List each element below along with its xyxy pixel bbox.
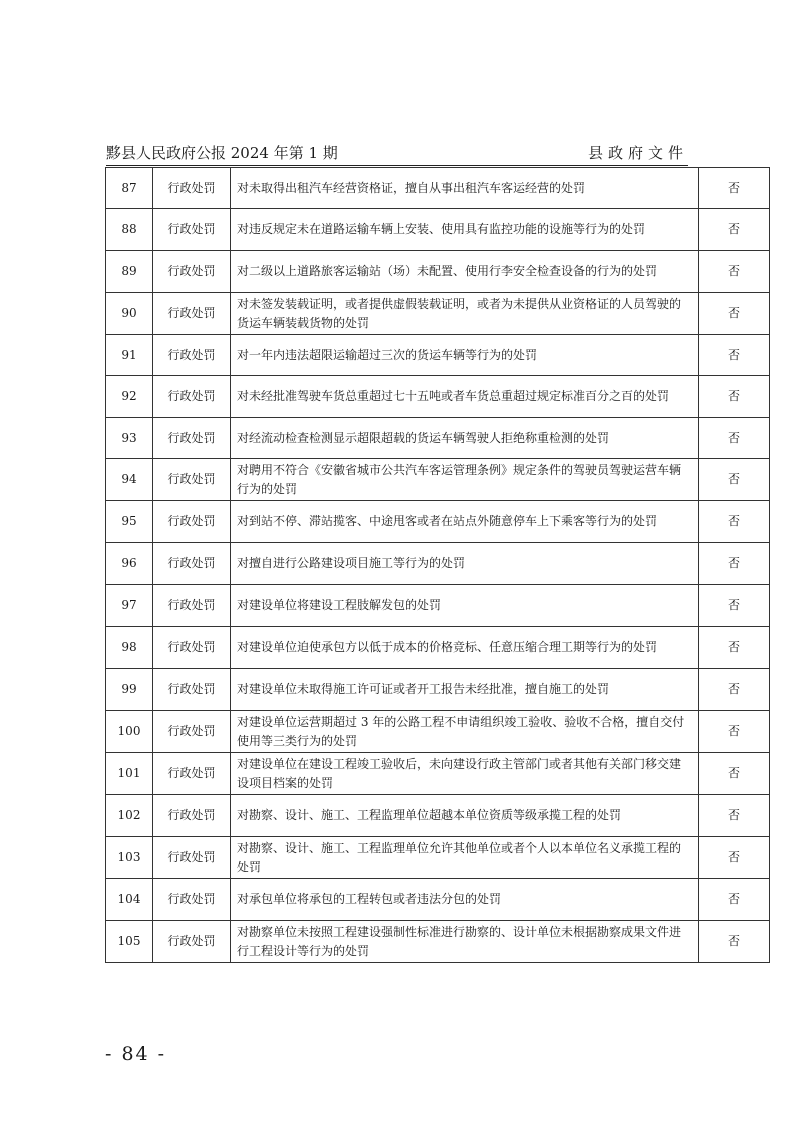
row-number: 91	[106, 335, 153, 376]
table-row	[106, 293, 770, 335]
item-description: 对二级以上道路旅客运输站（场）未配置、使用行李安全检查设备的行为的处罚	[231, 251, 699, 293]
item-description: 对勘察、设计、施工、工程监理单位超越本单位资质等级承揽工程的处罚	[231, 795, 699, 837]
row-number: 96	[106, 543, 153, 585]
item-description: 对到站不停、滞站揽客、中途甩客或者在站点外随意停车上下乘客等行为的处罚	[231, 501, 699, 543]
item-type: 行政处罚	[153, 585, 231, 627]
item-description: 对建设单位在建设工程竣工验收后，未向建设行政主管部门或者其他有关部门移交建设项目档案的处罚	[231, 753, 699, 795]
item-type: 行政处罚	[153, 168, 231, 209]
item-flag: 否	[699, 585, 770, 627]
item-flag: 否	[699, 837, 770, 879]
item-description: 对建设单位迫使承包方以低于成本的价格竞标、任意压缩合理工期等行为的处罚	[231, 627, 699, 669]
table-row	[106, 669, 770, 711]
table-row	[106, 168, 770, 209]
row-number: 102	[106, 795, 153, 837]
item-type: 行政处罚	[153, 795, 231, 837]
table-row	[106, 501, 770, 543]
table-row	[106, 376, 770, 418]
item-flag: 否	[699, 795, 770, 837]
item-type: 行政处罚	[153, 543, 231, 585]
item-description: 对勘察单位未按照工程建设强制性标准进行勘察的、设计单位未根据勘察成果文件进行工程设计等行为的处罚	[231, 921, 699, 963]
item-flag: 否	[699, 418, 770, 459]
table-row	[106, 335, 770, 376]
row-number: 90	[106, 293, 153, 335]
table-row	[106, 209, 770, 251]
item-flag: 否	[699, 501, 770, 543]
item-description: 对违反规定未在道路运输车辆上安装、使用具有监控功能的设施等行为的处罚	[231, 209, 699, 251]
item-description: 对未取得出租汽车经营资格证，擅自从事出租汽车客运经营的处罚	[231, 168, 699, 209]
item-description: 对擅自进行公路建设项目施工等行为的处罚	[231, 543, 699, 585]
item-flag: 否	[699, 669, 770, 711]
item-description: 对一年内违法超限运输超过三次的货运车辆等行为的处罚	[231, 335, 699, 376]
item-type: 行政处罚	[153, 669, 231, 711]
item-type: 行政处罚	[153, 251, 231, 293]
item-flag: 否	[699, 251, 770, 293]
item-flag: 否	[699, 753, 770, 795]
row-number: 93	[106, 418, 153, 459]
table-row	[106, 753, 770, 795]
item-flag: 否	[699, 168, 770, 209]
item-type: 行政处罚	[153, 627, 231, 669]
row-number: 88	[106, 209, 153, 251]
item-description: 对建设单位将建设工程肢解发包的处罚	[231, 585, 699, 627]
item-description: 对勘察、设计、施工、工程监理单位允许其他单位或者个人以本单位名义承揽工程的处罚	[231, 837, 699, 879]
item-type: 行政处罚	[153, 711, 231, 753]
row-number: 94	[106, 459, 153, 501]
item-description: 对经流动检查检测显示超限超载的货运车辆驾驶人拒绝称重检测的处罚	[231, 418, 699, 459]
table-row	[106, 879, 770, 921]
item-type: 行政处罚	[153, 501, 231, 543]
item-flag: 否	[699, 627, 770, 669]
item-type: 行政处罚	[153, 459, 231, 501]
item-type: 行政处罚	[153, 921, 231, 963]
section-title: 县政府文件	[587, 144, 688, 162]
row-number: 99	[106, 669, 153, 711]
item-description: 对建设单位未取得施工许可证或者开工报告未经批准，擅自施工的处罚	[231, 669, 699, 711]
row-number: 89	[106, 251, 153, 293]
penalty-table	[105, 167, 770, 963]
page-header	[106, 140, 688, 166]
row-number: 98	[106, 627, 153, 669]
row-number: 97	[106, 585, 153, 627]
item-flag: 否	[699, 543, 770, 585]
item-flag: 否	[699, 459, 770, 501]
header-divider	[106, 165, 688, 166]
row-number: 100	[106, 711, 153, 753]
table-row	[106, 585, 770, 627]
item-flag: 否	[699, 376, 770, 418]
table-row	[106, 837, 770, 879]
item-type: 行政处罚	[153, 376, 231, 418]
row-number: 92	[106, 376, 153, 418]
row-number: 105	[106, 921, 153, 963]
table-row	[106, 795, 770, 837]
item-flag: 否	[699, 335, 770, 376]
item-description: 对未经批准驾驶车货总重超过七十五吨或者车货总重超过规定标准百分之百的处罚	[231, 376, 699, 418]
table-row	[106, 711, 770, 753]
item-flag: 否	[699, 921, 770, 963]
item-flag: 否	[699, 209, 770, 251]
table-row	[106, 543, 770, 585]
row-number: 103	[106, 837, 153, 879]
item-type: 行政处罚	[153, 879, 231, 921]
row-number: 104	[106, 879, 153, 921]
row-number: 101	[106, 753, 153, 795]
item-flag: 否	[699, 293, 770, 335]
table-row	[106, 921, 770, 963]
item-type: 行政处罚	[153, 837, 231, 879]
item-description: 对未签发装载证明，或者提供虚假装载证明，或者为未提供从业资格证的人员驾驶的货运车辆装载货物的处罚	[231, 293, 699, 335]
item-description: 对建设单位运营期超过 3 年的公路工程不申请组织竣工验收、验收不合格，擅自交付使用等三类行为的处罚	[231, 711, 699, 753]
gazette-title: 黟县人民政府公报 2024 年第 1 期	[106, 144, 338, 162]
item-description: 对承包单位将承包的工程转包或者违法分包的处罚	[231, 879, 699, 921]
item-type: 行政处罚	[153, 753, 231, 795]
item-flag: 否	[699, 879, 770, 921]
table-row	[106, 251, 770, 293]
item-flag: 否	[699, 711, 770, 753]
table-row	[106, 627, 770, 669]
item-description: 对聘用不符合《安徽省城市公共汽车客运管理条例》规定条件的驾驶员驾驶运营车辆行为的处罚	[231, 459, 699, 501]
row-number: 95	[106, 501, 153, 543]
page-number: - 84 -	[105, 1043, 167, 1065]
table-row	[106, 418, 770, 459]
item-type: 行政处罚	[153, 418, 231, 459]
item-type: 行政处罚	[153, 209, 231, 251]
table-row	[106, 459, 770, 501]
item-type: 行政处罚	[153, 293, 231, 335]
row-number: 87	[106, 168, 153, 209]
item-type: 行政处罚	[153, 335, 231, 376]
